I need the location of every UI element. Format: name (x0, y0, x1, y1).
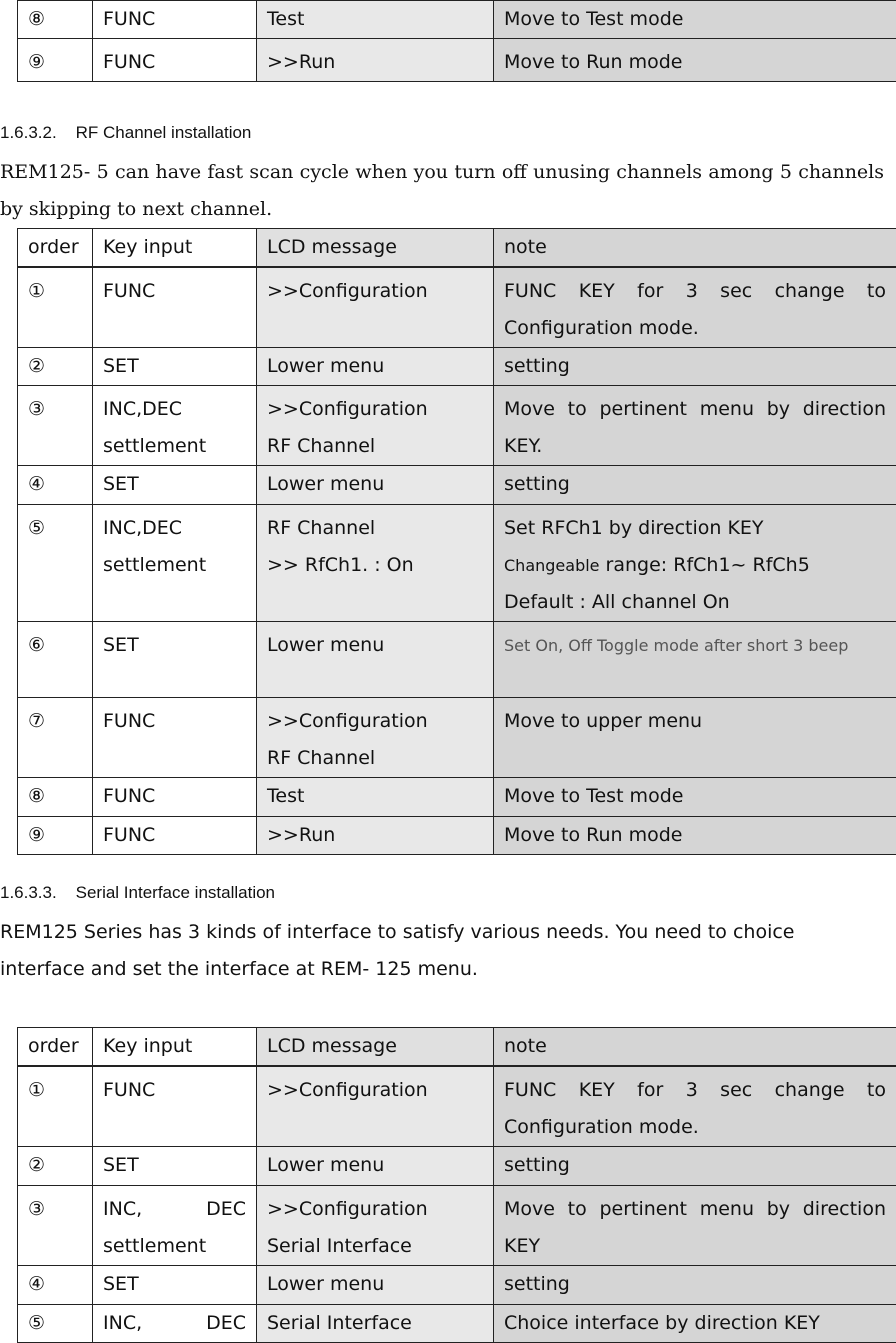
rf-channel-paragraph: REM125- 5 can have fast scan cycle when you turn off unusing channels among 5 channels by skipping to next channel. (0, 154, 884, 228)
lcd-line: Serial Interface (267, 1228, 483, 1265)
key-cell: FUNC (93, 1066, 257, 1147)
paragraph-line: REM125 Series has 3 kinds of interface to satisfy various needs. You need to choice (0, 914, 795, 951)
note-line (504, 547, 886, 584)
note-cell: setting (494, 348, 896, 386)
order-cell: ⑨ (18, 817, 93, 855)
order-cell: ① (18, 1066, 93, 1147)
table-row (18, 386, 896, 466)
lcd-cell: >>Configuration (257, 1066, 494, 1147)
lcd-line: >>Configuration (267, 703, 483, 740)
lcd-cell: Lower menu (257, 348, 494, 386)
note-cell (494, 505, 896, 622)
lcd-cell: >>Configuration (257, 267, 494, 348)
order-cell: ② (18, 348, 93, 386)
key-cell: FUNC (93, 778, 257, 817)
note-line: Set RFCh1 by direction KEY (504, 510, 886, 547)
note-line: Default : All channel On (504, 584, 886, 621)
key-cell: INC, DEC settlement (93, 1186, 257, 1266)
table-row (18, 817, 896, 855)
key-cell: FUNC (93, 1, 257, 39)
lcd-cell: Lower menu (257, 466, 494, 505)
table-test-run-continuation (17, 0, 896, 82)
note-cell: Move to Test mode (494, 778, 896, 817)
table-header-row (18, 229, 896, 268)
lcd-cell: Lower menu (257, 1266, 494, 1305)
table-row (18, 1, 896, 39)
table-row (18, 1186, 896, 1266)
lcd-cell: Serial Interface (257, 1305, 494, 1343)
note-cell: Choice interface by direction KEY (494, 1305, 896, 1343)
lcd-cell: Test (257, 1, 494, 39)
header-order: order (18, 1028, 93, 1067)
order-cell: ⑦ (18, 698, 93, 778)
lcd-cell (257, 698, 494, 778)
order-cell: ⑧ (18, 778, 93, 817)
table-row (18, 1147, 896, 1186)
key-cell: FUNC (93, 817, 257, 855)
note-cell: setting (494, 1147, 896, 1186)
note-cell: FUNC KEY for 3 sec change to Configuration mode. (494, 267, 896, 348)
order-cell: ⑥ (18, 622, 93, 698)
note-cell: setting (494, 466, 896, 505)
order-cell: ① (18, 267, 93, 348)
key-cell: SET (93, 466, 257, 505)
note-cell: FUNC KEY for 3 sec change to Configuration mode. (494, 1066, 896, 1147)
paragraph-line: interface and set the interface at REM- 125 menu. (0, 951, 795, 988)
table-serial-interface (17, 1027, 896, 1343)
key-cell: INC, DEC (93, 1305, 257, 1343)
note-cell: Move to Test mode (494, 1, 896, 39)
section-title: Serial Interface installation (76, 883, 275, 902)
header-note: note (494, 1028, 896, 1067)
lcd-cell: >>Run (257, 817, 494, 855)
table-row (18, 778, 896, 817)
lcd-cell: Lower menu (257, 1147, 494, 1186)
note-changeable: Changeable (504, 556, 600, 575)
note-cell: Move to pertinent menu by direction KEY (494, 1186, 896, 1266)
note-cell: Set On, Off Toggle mode after short 3 beep (494, 622, 896, 698)
table-row (18, 39, 896, 82)
lcd-line: >>Configuration (267, 1191, 483, 1228)
order-cell: ⑧ (18, 1, 93, 39)
key-cell: SET (93, 1266, 257, 1305)
section-number: 1.6.3.2. (0, 123, 57, 142)
table-row (18, 267, 896, 348)
section-heading-serial-interface (0, 883, 275, 903)
key-cell: INC,DEC settlement (93, 386, 257, 466)
table-row (18, 505, 896, 622)
key-cell: SET (93, 622, 257, 698)
table-row (18, 1066, 896, 1147)
order-cell: ③ (18, 386, 93, 466)
section-number: 1.6.3.3. (0, 883, 57, 902)
lcd-cell (257, 505, 494, 622)
header-lcd-message: LCD message (257, 229, 494, 268)
table-header-row (18, 1028, 896, 1067)
table-row (18, 466, 896, 505)
section-heading-rf-channel (0, 123, 251, 143)
lcd-cell: >>Run (257, 39, 494, 82)
header-key-input: Key input (93, 229, 257, 268)
order-cell: ④ (18, 1266, 93, 1305)
order-cell: ③ (18, 1186, 93, 1266)
lcd-line: >> RfCh1. : On (267, 547, 483, 584)
table-rf-channel (17, 228, 896, 855)
table-row (18, 348, 896, 386)
table-row (18, 622, 896, 698)
section-title: RF Channel installation (76, 123, 252, 142)
order-cell: ⑤ (18, 505, 93, 622)
note-cell: Move to Run mode (494, 39, 896, 82)
key-cell: INC,DEC settlement (93, 505, 257, 622)
key-cell: FUNC (93, 698, 257, 778)
lcd-line: RF Channel (267, 428, 483, 465)
note-cell: Move to pertinent menu by direction KEY. (494, 386, 896, 466)
lcd-cell (257, 386, 494, 466)
note-range: range: RfCh1~ RfCh5 (600, 554, 810, 576)
order-cell: ⑨ (18, 39, 93, 82)
lcd-line: RF Channel (267, 740, 483, 777)
lcd-cell: Test (257, 778, 494, 817)
key-cell: SET (93, 1147, 257, 1186)
lcd-cell (257, 1186, 494, 1266)
table-row (18, 698, 896, 778)
key-cell: FUNC (93, 267, 257, 348)
table-row (18, 1305, 896, 1343)
key-cell: SET (93, 348, 257, 386)
order-cell: ④ (18, 466, 93, 505)
order-cell: ⑤ (18, 1305, 93, 1343)
lcd-line: RF Channel (267, 510, 483, 547)
note-cell: Move to upper menu (494, 698, 896, 778)
header-note: note (494, 229, 896, 268)
header-order: order (18, 229, 93, 268)
header-lcd-message: LCD message (257, 1028, 494, 1067)
note-cell: setting (494, 1266, 896, 1305)
order-cell: ② (18, 1147, 93, 1186)
table-row (18, 1266, 896, 1305)
lcd-cell: Lower menu (257, 622, 494, 698)
lcd-line: >>Configuration (267, 391, 483, 428)
note-cell: Move to Run mode (494, 817, 896, 855)
key-cell: FUNC (93, 39, 257, 82)
header-key-input: Key input (93, 1028, 257, 1067)
serial-interface-paragraph (0, 914, 795, 988)
